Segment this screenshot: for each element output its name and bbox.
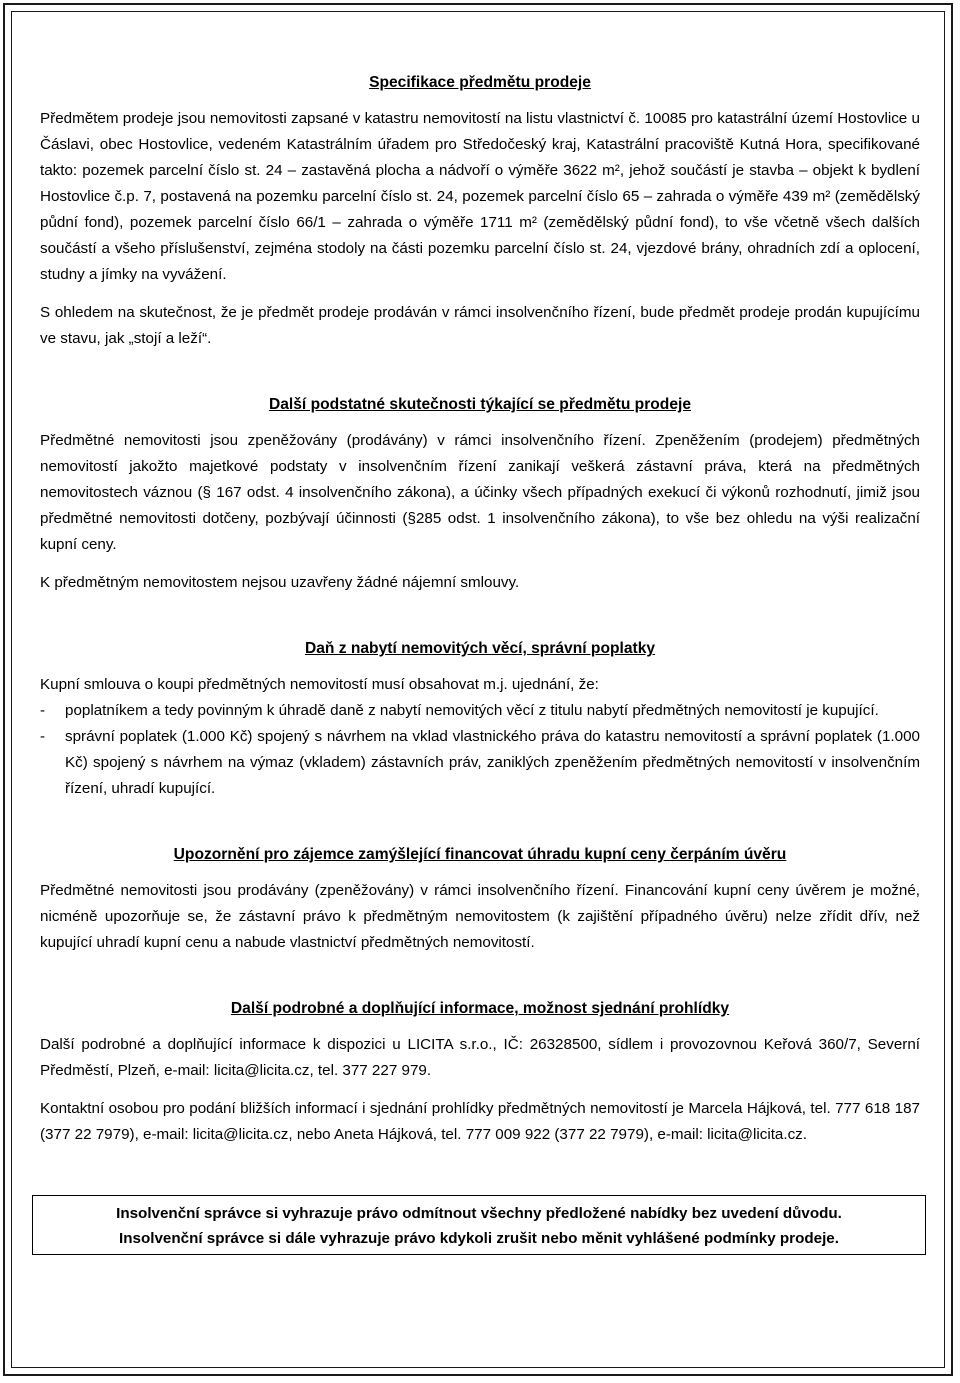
- notice-line-1: Insolvenční správce si vyhrazuje právo odmítnout všechny předložené nabídky bez uvedení důvodu.: [116, 1205, 842, 1222]
- section-heading-tax: Daň z nabytí nemovitých věcí, správní poplatky: [304, 640, 656, 657]
- contact-paragraph: Další podrobné a doplňující informace k dispozici u LICITA s.r.o., IČ: 26328500, sídlem i provozovnou Keřová 360/7, Severní Předměstí, Plzeň, e-mail: licita@licita.cz, tel. 377 227 979.: [40, 1036, 920, 1079]
- tax-list: [40, 698, 920, 802]
- list-item: - poplatníkem a tedy povinným k úhradě daně z nabytí nemovitých věcí z titulu nabytí předmětných nemovitostí je kupující.: [40, 698, 920, 724]
- notice-box: [32, 1195, 926, 1255]
- condition-paragraph: S ohledem na skutečnost, že je předmět prodeje prodáván v rámci insolvenčního řízení, bude předmět prodeje prodán kupujícímu ve stavu, jak „stojí a leží“.: [40, 304, 920, 347]
- section-heading-financing: Upozornění pro zájemce zamýšlející financovat úhradu kupní ceny čerpáním úvěru: [173, 846, 787, 863]
- dash-marker: -: [40, 702, 46, 719]
- specification-paragraph: Předmětem prodeje jsou nemovitosti zapsané v katastru nemovitostí na listu vlastnictví č. 10085 pro katastrální území Hostovlice u Čáslavi, obec Hostovlice, vedeném Katastrálním úřadem pro Středočeský kraj, Katastrální pracoviště Kutná Hora, specifikované takto: pozemek parcelní číslo st. 24 – zastavěná plocha a nádvoří o výměře 3622 m², jehož součástí je stavba – objekt k bydlení Hostovlice č.p. 7, postavená na pozemku parcelní číslo st. 24, pozemek parcelní číslo 65 – zahrada o výměře 439 m² (zemědělský půdní fond), pozemek parcelní číslo 66/1 – zahrada o výměře 1711 m² (zemědělský půdní fond), to vše včetně všech dalších součástí a všeho příslušenství, zejména stodoly na části pozemku parcelní číslo st. 24, vjezdové brány, ohradních zdí a oplocení, studny a jímky na vyvážení.: [40, 110, 920, 283]
- dash-marker: -: [40, 728, 46, 745]
- section-heading-contact: Další podrobné a doplňující informace, možnost sjednání prohlídky: [230, 1000, 730, 1017]
- contact-person-paragraph: Kontaktní osobou pro podání bližších informací i sjednání prohlídky předmětných nemovitostí je Marcela Hájková, tel. 777 618 187 (377 22 7979), e-mail: licita@licita.cz, nebo Aneta Hájková, tel. 777 009 922 (377 22 7979), e-mail: licita@licita.cz.: [40, 1100, 920, 1143]
- document-body: [40, 70, 920, 1160]
- notice-line-2: Insolvenční správce si dále vyhrazuje právo kdykoli zrušit nebo měnit vyhlášené podmínky prodeje.: [119, 1230, 839, 1247]
- section-heading-specification: Specifikace předmětu prodeje: [369, 74, 591, 91]
- list-item: - správní poplatek (1.000 Kč) spojený s návrhem na vklad vlastnického práva do katastru nemovitostí a správní poplatek (1.000 Kč) spojený s návrhem na výmaz (vkladem) zástavních práv, zaniklých zpeněžením předmětných nemovitostí v insolvenčním řízení, uhradí kupující.: [40, 724, 920, 802]
- facts-paragraph: Předmětné nemovitosti jsou zpeněžovány (prodávány) v rámci insolvenčního řízení. Zpeněžením (prodejem) předmětných nemovitostí jakožto majetkové podstaty v insolvenčním řízení zanikají veškerá zástavní práva, která na předmětných nemovitostech váznou (§ 167 odst. 4 insolvenčního zákona), a účinky všech případných exekucí či výkonů rozhodnutí, jimiž jsou předmětné nemovitosti dotčeny, pozbývají účinnosti (§285 odst. 1 insolvenčního zákona), to vše bez ohledu na výši realizační kupní ceny.: [40, 432, 920, 553]
- section-heading-facts: Další podstatné skutečnosti týkající se předmětu prodeje: [268, 396, 692, 413]
- tax-intro: Kupní smlouva o koupi předmětných nemovitostí musí obsahovat m.j. ujednání, že:: [40, 676, 599, 693]
- financing-paragraph: Předmětné nemovitosti jsou prodávány (zpeněžovány) v rámci insolvenčního řízení. Financování kupní ceny úvěrem je možné, nicméně upozorňuje se, že zástavní právo k předmětným nemovitostem (k zajištění případného úvěru) nelze zřídit dřív, než kupující uhradí kupní cenu a nabude vlastnictví předmětných nemovitostí.: [40, 882, 920, 951]
- lease-paragraph: K předmětným nemovitostem nejsou uzavřeny žádné nájemní smlouvy.: [40, 574, 520, 591]
